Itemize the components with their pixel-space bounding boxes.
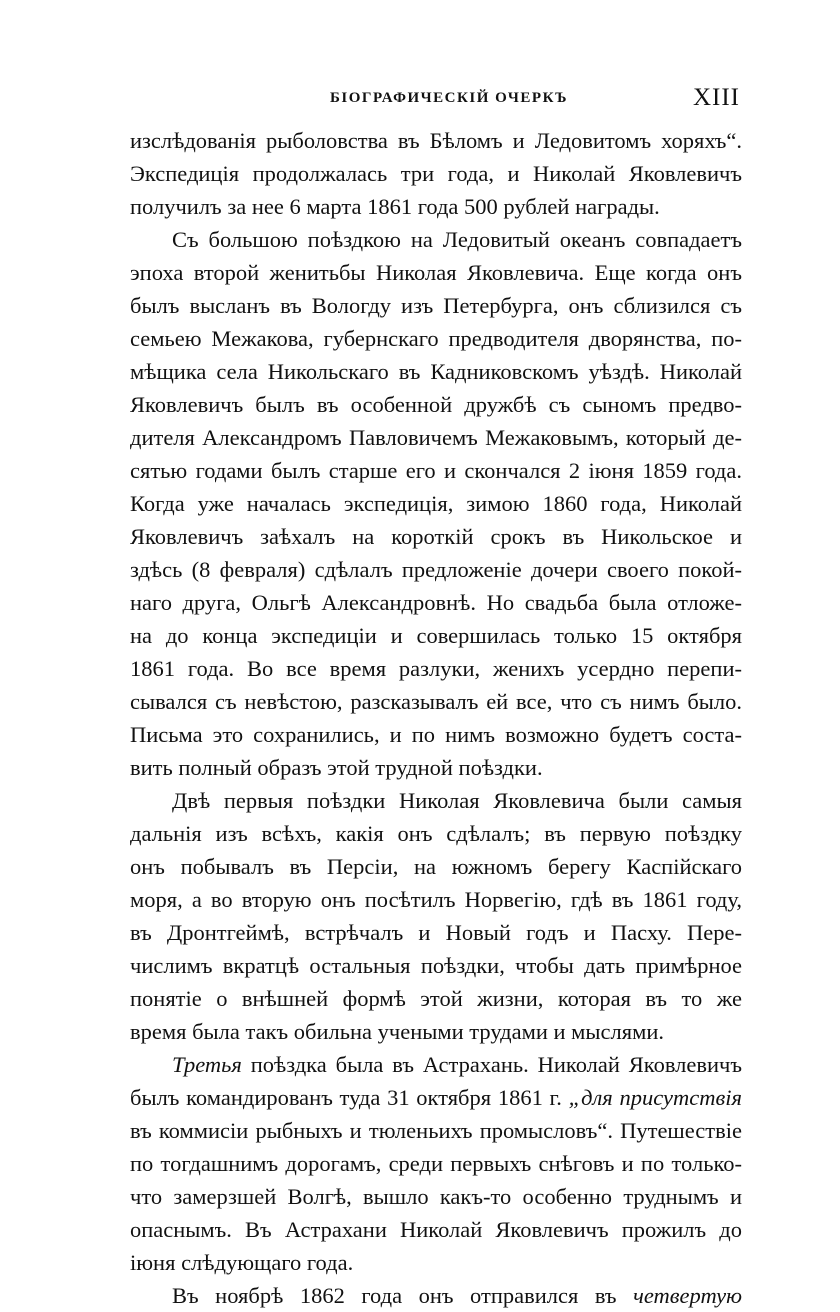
text-line: сятью годами былъ старше его и скончался 2 іюня 1859 года. bbox=[130, 458, 742, 483]
text-line: что замерзшей Волгѣ, вышло какъ-то особенно труднымъ и bbox=[130, 1184, 742, 1209]
text-line: изслѣдованія рыболовства въ Бѣломъ и Ледовитомъ хоряхъ“. bbox=[130, 128, 742, 153]
text-line: мѣщика села Никольскаго въ Кадниковскомъ уѣздѣ. Николай bbox=[130, 359, 742, 384]
text-line: Когда уже началась экспедиція, зимою 1860 года, Николай bbox=[130, 491, 742, 516]
line-text: Въ ноябрѣ 1862 года онъ отправился въ bbox=[172, 1283, 617, 1308]
text-line: по тогдашнимъ дорогамъ, среди первыхъ снѣговъ и по только- bbox=[130, 1151, 742, 1176]
text-line: 1861 года. Во все время разлуки, женихъ усердно перепи- bbox=[130, 656, 742, 681]
text-line: Яковлевичъ былъ въ особенной дружбѣ съ сыномъ предво- bbox=[130, 392, 742, 417]
text-line bbox=[130, 1081, 742, 1114]
text-line: наго друга, Ольгѣ Александровнѣ. Но свадьба была отложе- bbox=[130, 590, 742, 615]
running-title: БІОГРАФИЧЕСКІЙ ОЧЕРКЪ bbox=[330, 90, 568, 106]
line-text: былъ командированъ туда 31 октября 1861 г. bbox=[130, 1085, 562, 1110]
text-line: Экспедиція продолжалась три года, и Николай Яковлевичъ bbox=[130, 161, 742, 186]
line-text: поѣздка была въ Астрахань. Николай Яковлевичъ bbox=[250, 1052, 743, 1077]
text-line bbox=[130, 1279, 742, 1312]
page-number: XIII bbox=[692, 84, 740, 111]
italic-word: Третья bbox=[172, 1052, 242, 1077]
text-line: въ Дронтгеймѣ, встрѣчалъ и Новый годъ и Пасху. Пере- bbox=[130, 920, 742, 945]
text-line: Двѣ первыя поѣздки Николая Яковлевича были самыя bbox=[172, 788, 742, 813]
text-line: дальнія изъ всѣхъ, какія онъ сдѣлалъ; въ первую поѣздку bbox=[130, 821, 742, 846]
text-line: на до конца экспедиціи и совершилась только 15 октября bbox=[130, 623, 742, 648]
text-line: онъ побывалъ въ Персіи, на южномъ берегу Каспійскаго bbox=[130, 854, 742, 879]
text-line: семьею Межакова, губернскаго предводителя дворянства, по- bbox=[130, 326, 742, 351]
running-head bbox=[130, 86, 740, 116]
text-line: опаснымъ. Въ Астрахани Николай Яковлевичъ прожилъ до bbox=[130, 1217, 742, 1242]
text-line: здѣсь (8 февраля) сдѣлалъ предложеніе дочери своего покой- bbox=[130, 557, 742, 582]
text-line: сывался съ невѣстою, разсказывалъ ей все, что съ нимъ было. bbox=[130, 689, 742, 714]
text-line bbox=[130, 1048, 742, 1081]
text-line: вить полный образъ этой трудной поѣздки. bbox=[130, 755, 543, 780]
text-line: числимъ вкратцѣ остальныя поѣздки, чтобы дать примѣрное bbox=[130, 953, 742, 978]
text-line: въ коммисіи рыбныхъ и тюленьихъ промысловъ“. Путешествіе bbox=[130, 1118, 742, 1143]
body-text bbox=[130, 124, 742, 1312]
text-line: дителя Александромъ Павловичемъ Межаковымъ, который де- bbox=[130, 425, 742, 450]
italic-word: четвертую bbox=[633, 1283, 743, 1308]
text-line: моря, а во вторую онъ посѣтилъ Норвегію, гдѣ въ 1861 году, bbox=[130, 887, 742, 912]
text-line: эпоха второй женитьбы Николая Яковлевича. Еще когда онъ bbox=[130, 260, 742, 285]
text-line: Письма это сохранились, и по нимъ возможно будетъ соста- bbox=[130, 722, 742, 747]
text-line: получилъ за нее 6 марта 1861 года 500 рублей награды. bbox=[130, 194, 660, 219]
text-line: былъ высланъ въ Вологду изъ Петербурга, онъ сблизился съ bbox=[130, 293, 742, 318]
text-line: время была такъ обильна учеными трудами и мыслями. bbox=[130, 1019, 664, 1044]
text-line: Яковлевичъ заѣхалъ на короткій срокъ въ Никольское и bbox=[130, 524, 742, 549]
text-line: Съ большою поѣздкою на Ледовитый океанъ совпадаетъ bbox=[172, 227, 742, 252]
italic-quote: „для присутствія bbox=[568, 1085, 742, 1110]
text-line: іюня слѣдующаго года. bbox=[130, 1250, 354, 1275]
text-line: понятіе о внѣшней формѣ этой жизни, которая въ то же bbox=[130, 986, 742, 1011]
